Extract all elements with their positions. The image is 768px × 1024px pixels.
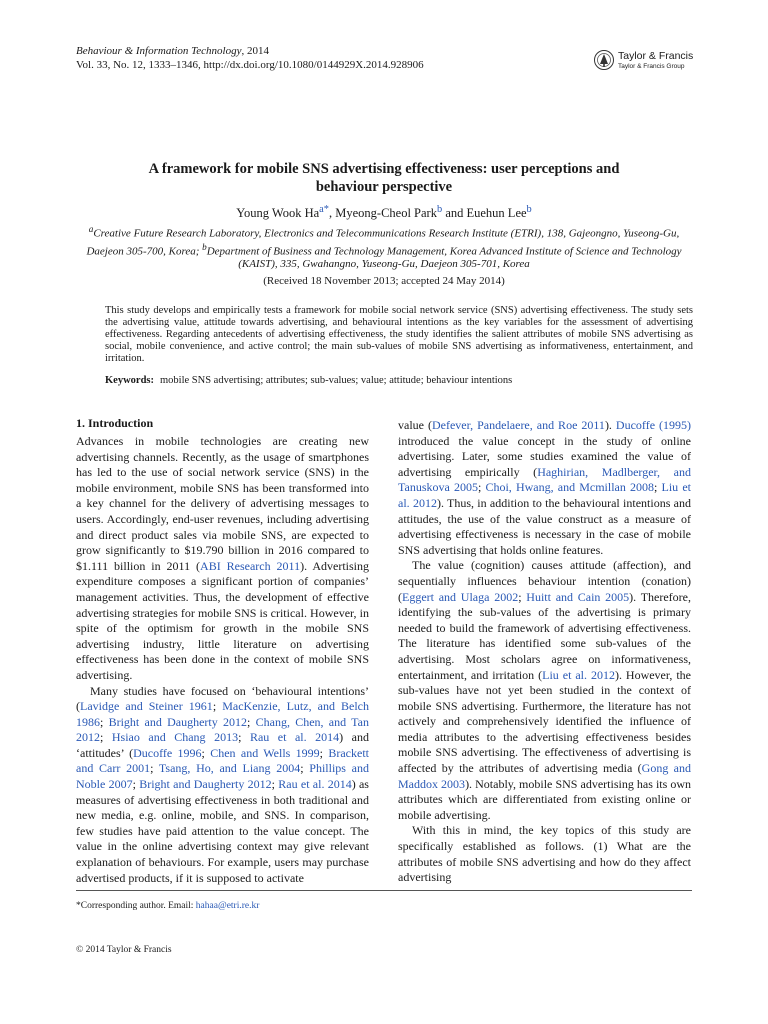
- body-text: ). However, the sub-values have not yet been studied in the context of mobile SNS advertising. Furthermore, the literature has not actively and comprehensively identified the influence of media attributes to the advertising effectiveness besides mobile SNS advertising. The effectiveness of advertising is affected by the attributes of advertising media (: [398, 667, 692, 776]
- received-dates: (Received 18 November 2013; accepted 24 May 2014): [263, 275, 505, 287]
- body-text: ;: [100, 714, 109, 729]
- keywords-label: Keywords:: [105, 375, 154, 386]
- author-sep-2: and: [442, 206, 467, 221]
- body-text: ). Notably, mobile SNS advertising has its own attributes which are differentiated from existing online or mobile advertising.: [398, 776, 691, 822]
- body-text: ;: [150, 761, 159, 776]
- citation-link[interactable]: Bright and Daugherty 2012: [108, 714, 248, 729]
- citation-link[interactable]: Huitt and Cain 2005: [526, 589, 630, 604]
- journal-year: , 2014: [241, 45, 269, 57]
- citation-link[interactable]: Rau et al. 2014: [249, 730, 340, 745]
- body-text: ;: [132, 777, 140, 792]
- author-3-affil-mark[interactable]: b: [526, 204, 532, 215]
- abstract: This study develops and empirically tests a framework for mobile social network service (SNS) advertising effectiveness. The study sets the advertising value, attitude towards advertising, and behavioural intentions as the key variables for the assessment of advertising effectiveness. Regarding antecedents of advertising effectiveness, the study identifies the salient attributes of mobile SNS advertising as social, mobile convenience, and active control; the main sub-values of mobile SNS advertising as informativeness, entertainment, and irritation.: [105, 305, 693, 364]
- paragraph: [398, 823, 691, 885]
- body-text: ) as measures of advertising effectiveness in both traditional and new media, e.g. online, mobile, and SNS. In comparison, few studies have paid attention to the value concept. The value in the online advertising context may give relevant explanation of behaviours. For example, users may purchase advertised products, if it is supposed to activate: [76, 777, 369, 885]
- author-1: Young Wook Ha: [236, 206, 320, 221]
- affil-b-mark: b: [202, 241, 207, 252]
- section-heading: 1. Introduction: [76, 416, 154, 430]
- journal-name: Behaviour & Information Technology: [76, 45, 242, 57]
- article-title: [100, 160, 668, 196]
- body-text: ;: [477, 480, 486, 495]
- body-text: value (: [398, 418, 432, 432]
- body-text: ;: [300, 761, 310, 776]
- citation-link[interactable]: Eggert and Ulaga 2002: [402, 589, 519, 604]
- body-text: ). Thus, in addition to the behavioural intentions and attitudes, the use of the value construct as a measure of advertising effectiveness is necessary in the case of mobile SNS advertising that holds online features.: [398, 495, 691, 557]
- citation-link[interactable]: Liu et al. 2012: [542, 667, 615, 682]
- title-line-1: A framework for mobile SNS advertising effectiveness: user perceptions and: [148, 161, 620, 177]
- publisher-group: Taylor & Francis Group: [618, 63, 685, 70]
- citation-link[interactable]: Ducoffe 1996: [133, 745, 202, 760]
- citation-link[interactable]: Liu et al. 2012: [398, 480, 691, 510]
- copyright: © 2014 Taylor & Francis: [76, 945, 172, 955]
- body-text: The value (cognition) causes attitude (affection), and sequentially influences behaviour intention (conation) (: [398, 558, 691, 604]
- citation-line: Vol. 33, No. 12, 1333–1346, http://dx.doi.org/10.1080/0144929X.2014.928906: [76, 59, 424, 71]
- citation-link[interactable]: Bright and Daugherty 2012: [139, 777, 272, 792]
- body-text: ). Therefore, identifying the sub-values of the advertising is primary needed to build the framework of advertising effectiveness. The literature has identified some sub-values of the advertising. Most scholars agree on informativeness, entertainment, and irritation (: [398, 589, 691, 682]
- paragraph: [398, 418, 691, 558]
- body-text: ). Advertising expenditure composes a significant portion of companies’ management activities. Thus, the development of effective advertising strategies for mobile SNS is critical. However, in spite of the optimism for growth in the mobile SNS advertising industry, little literature on advertising effectiveness has been done in the context of mobile SNS advertising.: [76, 558, 369, 682]
- body-text: ;: [271, 777, 279, 792]
- keywords: [105, 375, 693, 387]
- citation-link[interactable]: Choi, Hwang, and Mcmillan 2008: [485, 480, 655, 495]
- paragraph: [76, 434, 369, 684]
- citation-link[interactable]: Haghirian, Madlberger, and Tanuskova 2005: [398, 464, 691, 495]
- footnote-divider: [76, 890, 692, 891]
- left-column: [76, 434, 369, 886]
- publisher-text: [618, 50, 693, 71]
- right-column: [398, 418, 691, 886]
- citation-link[interactable]: Tsang, Ho, and Liang 2004: [158, 761, 301, 776]
- citation-link[interactable]: Chang, Chen, and Tan 2012: [76, 714, 369, 745]
- author-sep-1: ,: [329, 206, 336, 221]
- body-text: ;: [100, 730, 112, 745]
- citation-link[interactable]: Brackett and Carr 2001: [76, 745, 369, 776]
- body-text: ;: [247, 714, 256, 729]
- affil-b-text: Department of Business and Technology Management, Korea Advanced Institute of Science and Technology (KAIST), 335, Gwahangno, Yuseong-Gu, Daejeon 305-701, Korea: [206, 245, 682, 271]
- affil-a-text: Creative Future Research Laboratory, Electronics and Telecommunications Research Institute (ETRI), 138, Gajeongno, Yuseong-Gu, Daejeon 305-700, Korea;: [86, 227, 680, 258]
- affil-a-mark: a: [88, 224, 94, 234]
- body-text: ;: [319, 745, 329, 760]
- citation-link[interactable]: Gong and Maddox 2003: [398, 761, 691, 791]
- publisher-name: Taylor & Francis: [618, 50, 694, 62]
- citation-link[interactable]: Hsiao and Chang 2013: [111, 730, 239, 745]
- body-text: ) and ‘attitudes’ (: [76, 730, 369, 760]
- author-1-affil-mark[interactable]: a*: [319, 204, 329, 215]
- email-link[interactable]: hahaa@etri.re.kr: [195, 901, 260, 911]
- body-text: ).: [604, 418, 616, 432]
- footnote-prefix: *Corresponding author. Email:: [76, 901, 196, 911]
- body-text: ;: [518, 589, 527, 604]
- author-list: [100, 202, 668, 221]
- paragraph: [76, 684, 369, 887]
- citation-link[interactable]: Defever, Pandelaere, and Roe 2011: [431, 418, 605, 432]
- paragraph: [398, 558, 691, 823]
- citation-link[interactable]: Phillips and Noble 2007: [76, 761, 369, 792]
- body-text: introduced the value concept in the study of online advertising. Later, some studies examined the value of advertising empirically (: [398, 433, 691, 479]
- keywords-text: mobile SNS advertising; attributes; sub-values; value; attitude; behaviour intentions: [160, 375, 513, 386]
- body-text: With this in mind, the key topics of this study are specifically established as follows. (1) What are the attributes of mobile SNS advertising and how do they affect advertising: [398, 823, 691, 885]
- affiliations: [76, 223, 692, 271]
- body-text: ;: [238, 730, 250, 745]
- body-text: ;: [654, 480, 662, 495]
- body-text: Many studies have focused on ‘behavioural intentions’ (: [76, 683, 369, 714]
- citation-link[interactable]: Rau et al. 2014: [278, 777, 352, 792]
- citation-link[interactable]: ABI Research 2011: [200, 558, 301, 573]
- footnote: [76, 900, 259, 912]
- author-2: Myeong-Cheol Park: [335, 206, 437, 221]
- journal-header: [76, 44, 424, 72]
- body-text: Advances in mobile technologies are creating new advertising channels. Recently, as the usage of smartphones has led to the use of social network service (SNS) in the mobile environment, mobile SNS has been transformed into a key channel for the delivery of advertising messages to users. Accordingly, end-user revenues, including advertising and direct product sales via mobile SNS, are expected to grow significantly to $19.790 billion in 2016 compared to $1.111 billion in 2011 (: [76, 434, 369, 573]
- citation-link[interactable]: Lavidge and Steiner 1961: [80, 699, 213, 714]
- citation-link[interactable]: Chen and Wells 1999: [210, 745, 320, 760]
- citation-link[interactable]: Ducoffe (1995): [615, 418, 691, 432]
- author-3: Euehun Lee: [466, 206, 527, 221]
- title-line-2: behaviour perspective: [315, 179, 453, 195]
- citation-link[interactable]: MacKenzie, Lutz, and Belch 1986: [76, 699, 370, 729]
- body-text: ;: [201, 745, 211, 760]
- body-text: ;: [212, 699, 223, 714]
- author-2-affil-mark[interactable]: b: [436, 204, 443, 215]
